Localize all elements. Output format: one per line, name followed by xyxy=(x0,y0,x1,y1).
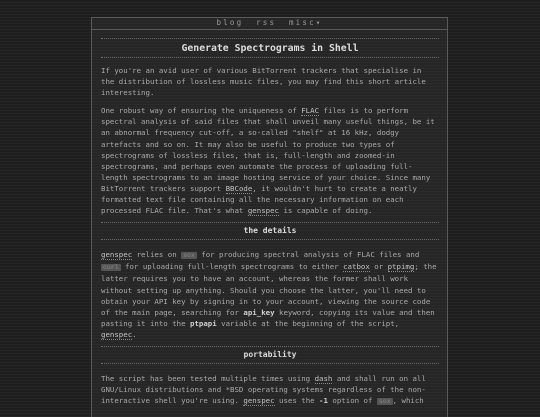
text: The script has been tested multiple times using xyxy=(101,373,315,383)
text: ; the latter requires you to have an account, whereas the former shall work without setting up anything. Should you choose the latter, you'll need to obtain your API key by signing in to your account, viewing the source code of the main page, searching for xyxy=(101,262,437,317)
text: and shall run on all GNU/Linux distributions and *BSD operating systems regardless of the non-interactive shell you're using. xyxy=(101,373,426,406)
ptpapi-variable: ptpapi xyxy=(190,318,217,328)
api-key-keyword: api_key xyxy=(243,307,275,317)
nav-misc-dropdown[interactable]: misc▾ xyxy=(288,18,323,27)
dash-link[interactable]: dash xyxy=(314,373,333,383)
nav-blog-link[interactable]: blog xyxy=(216,18,244,27)
text: for uploading full-length spectrograms to either xyxy=(120,262,344,272)
catbox-link[interactable]: catbox xyxy=(343,262,370,272)
sox-code: sox xyxy=(183,252,195,260)
portability-paragraph xyxy=(101,373,439,407)
text: option of xyxy=(327,396,377,406)
genspec-link[interactable]: genspec xyxy=(101,250,133,260)
portability-heading: portability xyxy=(243,349,297,359)
top-nav xyxy=(92,18,447,30)
divider xyxy=(101,57,439,58)
bbcode-link[interactable]: BBCode xyxy=(225,183,253,193)
divider xyxy=(101,239,439,240)
text: , which xyxy=(392,396,424,406)
details-paragraph xyxy=(101,249,439,340)
text: uses the xyxy=(274,396,320,406)
text: keyword, copying its value and then pasting it into the xyxy=(101,307,435,328)
genspec-link[interactable]: genspec xyxy=(247,206,279,216)
sox-code: sox xyxy=(378,398,391,406)
page-container xyxy=(91,17,448,417)
nav-rss-link[interactable]: rss xyxy=(256,18,277,27)
text: or xyxy=(369,262,388,272)
text: relies on xyxy=(132,250,182,260)
intro-paragraph: If you're an avid user of various BitTorrent trackers that specialise in the distribution of lossless music files, you may find this short article interesting. xyxy=(101,66,426,98)
analysis-paragraph xyxy=(101,105,439,216)
curl-code: curl xyxy=(103,264,119,272)
text: , it wouldn't hurt to create a neatly formatted text file containing all the necessary information on each processed FLAC file. That's what xyxy=(101,183,417,216)
genspec-link[interactable]: genspec xyxy=(243,396,275,406)
flac-link[interactable]: FLAC xyxy=(301,106,320,116)
divider xyxy=(101,363,439,364)
text: variable at the beginning of the script, xyxy=(216,318,400,328)
text: for producing spectral analysis of FLAC files and xyxy=(196,250,420,260)
details-heading: the details xyxy=(243,226,297,236)
text: is capable of doing. xyxy=(279,206,373,216)
genspec-link[interactable]: genspec xyxy=(101,329,133,339)
ptpimg-link[interactable]: ptpimg xyxy=(387,262,415,272)
text: files is to perform spectral analysis of said files that shall unveil many useful things, be it an abnormal frequency cut-off, a so-called "shelf" at 16 kHz, dodgy artefacts and so on. It may also be useful to produce two types of spectrograms of lossless files, that is, full-length and zoomed-in spectrograms, and perhaps even automate the process of uploading full-length spectrograms to an image hosting service of your choice. Since many BitTorrent trackers support xyxy=(101,106,435,193)
article-title: Generate Spectrograms in Shell xyxy=(181,43,359,54)
article-content xyxy=(92,38,447,407)
option-flag: -1 xyxy=(319,396,328,406)
text: One robust way of ensuring the uniqueness of xyxy=(101,106,302,116)
text: . xyxy=(132,329,137,339)
